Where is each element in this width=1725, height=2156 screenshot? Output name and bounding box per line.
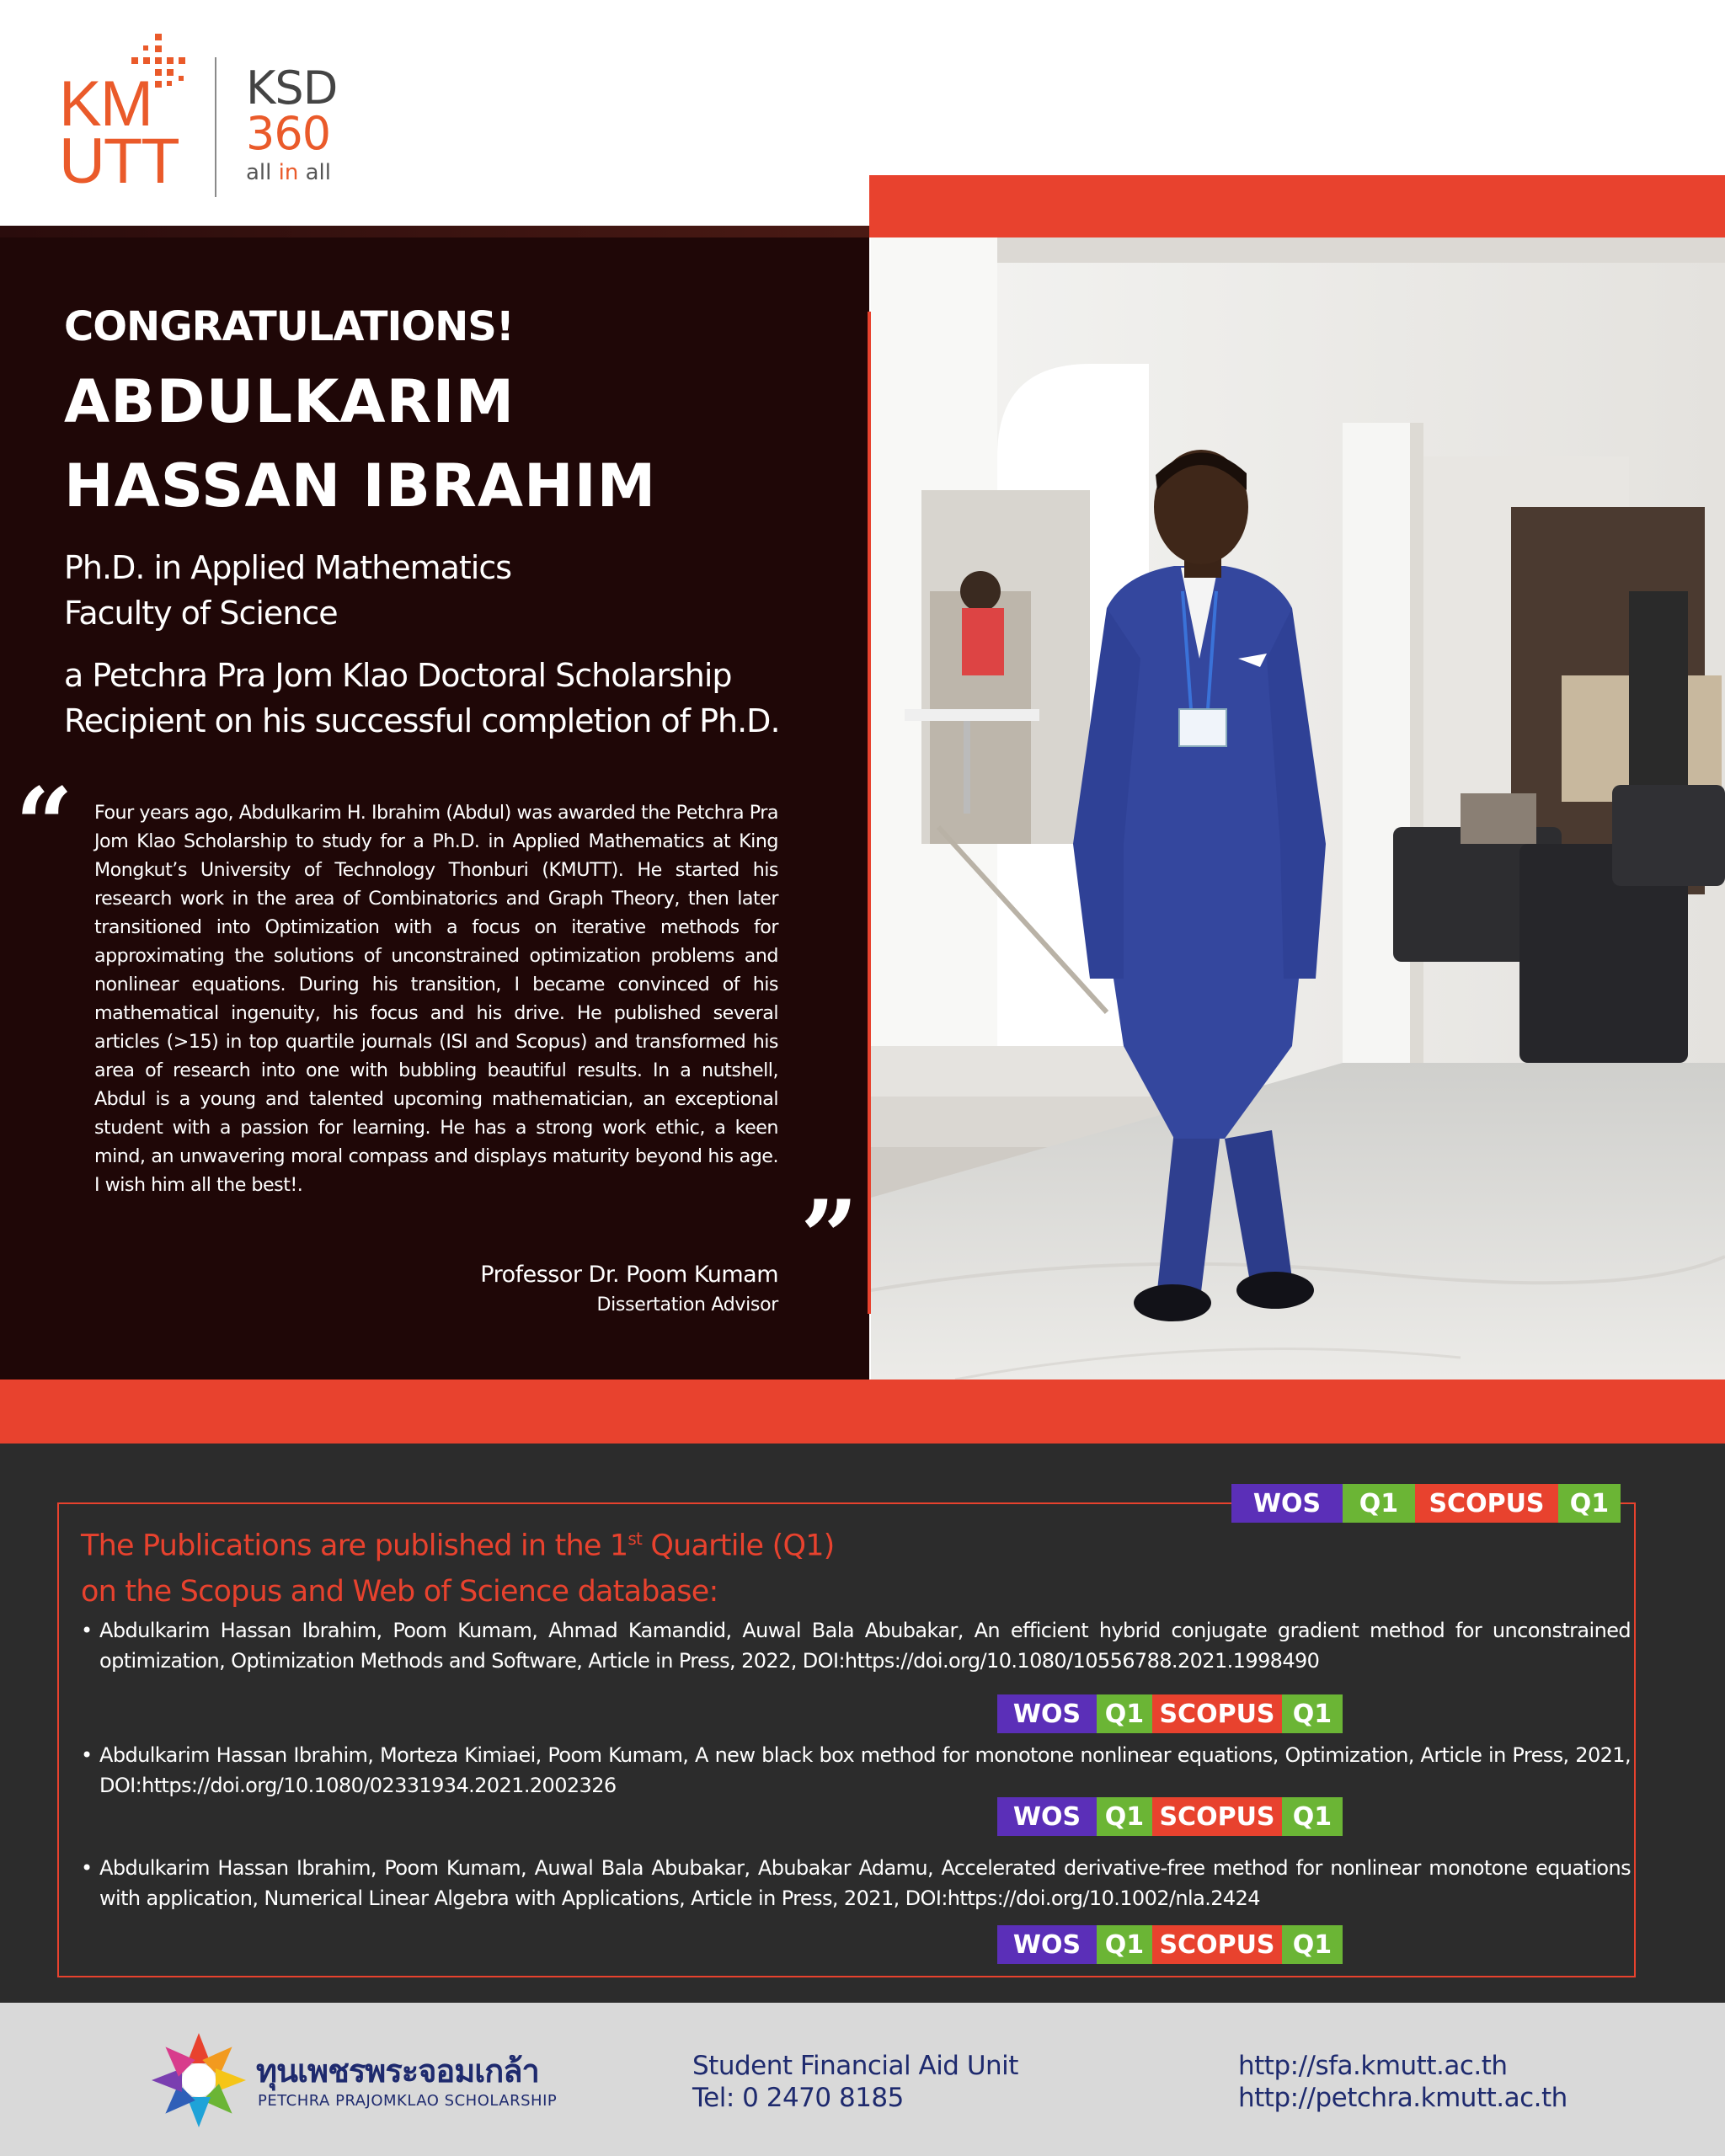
publication-citation: Abdulkarim Hassan Ibrahim, Morteza Kimiaei, Poom Kumam, A new black box method for monotone nonlinear equations, Optimization, Article in Press, 2021, DOI:https://doi.org/10.1080/02331934.2021.2002326 <box>99 1743 1631 1797</box>
kmutt-logo <box>59 34 194 197</box>
q1-badge: Q1 <box>1282 1925 1343 1964</box>
ksd-logo-tagline: all in all <box>246 160 332 185</box>
mid-red-band <box>0 1380 1725 1444</box>
wos-badge: WOS <box>997 1925 1097 1964</box>
ksd-logo-number: 360 <box>246 107 331 160</box>
wos-badge: WOS <box>997 1694 1097 1733</box>
degree-text: Ph.D. in Applied Mathematics <box>64 549 512 586</box>
scopus-badge: SCOPUS <box>1152 1925 1282 1964</box>
contact-info <box>692 2050 1018 2114</box>
ksd360-logo <box>246 61 364 200</box>
wos-badge: WOS <box>1231 1484 1343 1523</box>
index-badge <box>997 1925 1343 1964</box>
scholarship-line2: Recipient on his successful completion of Ph.D. <box>64 702 780 739</box>
index-badge <box>997 1797 1343 1836</box>
kmutt-logo-text: KM UTT <box>59 68 179 197</box>
kmutt-dots-icon <box>125 34 194 109</box>
advisor-name: Professor Dr. Poom Kumam <box>480 1262 778 1288</box>
telephone: Tel: 0 2470 8185 <box>692 2083 904 2113</box>
publication-item <box>81 1615 1631 1676</box>
q1-badge: Q1 <box>1558 1484 1621 1523</box>
congrats-title: CONGRATULATIONS! <box>64 303 514 350</box>
publications-heading: The Publications are published in the 1st Quartile (Q1) on the Scopus and Web of Science database: <box>81 1529 835 1609</box>
ksd-logo-text: KSD <box>246 61 338 115</box>
close-quote-icon: ” <box>800 1178 859 1297</box>
q1-badge: Q1 <box>1097 1694 1152 1733</box>
bullet-icon: • <box>81 1619 93 1642</box>
scopus-badge: SCOPUS <box>1152 1797 1282 1836</box>
index-badge-header <box>1231 1484 1621 1523</box>
sfa-url-link[interactable]: http://sfa.kmutt.ac.th <box>1238 2051 1508 2081</box>
bullet-icon: • <box>81 1856 93 1880</box>
petchra-url-link[interactable]: http://petchra.kmutt.ac.th <box>1238 2083 1567 2113</box>
publication-citation: Abdulkarim Hassan Ibrahim, Poom Kumam, Auwal Bala Abubakar, Abubakar Adamu, Accelerated derivative-free method for nonlinear monotone equations with application, Numerical Linear Algebra with Applications, Article in Press, 2021, DOI:https://doi.org/10.1002/nla.2424 <box>99 1856 1631 1910</box>
q1-badge: Q1 <box>1097 1925 1152 1964</box>
bullet-icon: • <box>81 1743 93 1767</box>
index-badge <box>997 1694 1343 1733</box>
website-links <box>1238 2050 1567 2114</box>
scopus-badge: SCOPUS <box>1152 1694 1282 1733</box>
advisor-role: Dissertation Advisor <box>596 1294 778 1315</box>
recipient-name-line2: HASSAN IBRAHIM <box>64 451 657 520</box>
top-red-band <box>869 175 1725 237</box>
q1-badge: Q1 <box>1282 1797 1343 1836</box>
publication-citation: Abdulkarim Hassan Ibrahim, Poom Kumam, Ahmad Kamandid, Auwal Bala Abubakar, An efficient hybrid conjugate gradient method for unconstrained optimization, Optimization Methods and Software, Article in Press, 2022, DOI:https://doi.org/10.1080/10556788.2021.1998490 <box>99 1619 1631 1673</box>
scholarship-line1: a Petchra Pra Jom Klao Doctoral Scholarship <box>64 657 732 694</box>
recipient-photo <box>871 237 1725 1380</box>
wos-badge: WOS <box>997 1797 1097 1836</box>
scopus-badge: SCOPUS <box>1415 1484 1558 1523</box>
advisor-quote: Four years ago, Abdulkarim H. Ibrahim (Abdul) was awarded the Petchra Pra Jom Klao Scholarship to study for a Ph.D. in Applied Mathematics at King Mongkut’s University of Technology Thonburi (KMUTT). He started his research work in the area of Combinatorics and Graph Theory, then later transitioned into Optimization with a focus on iterative methods for approximating the solutions of unconstrained optimization problems and nonlinear equations. During his transition, I became convinced of his mathematical ingenuity, his focus and his drive. He published several articles (>15) in top quartile journals (ISI and Scopus) and transformed his area of research into one with bubbling beautiful results. In a nutshell, Abdul is a young and talented upcoming mathematician, an exceptional student with a passion for learning. He has a strong work ethic, a keen mind, an unwavering moral compass and displays maturity beyond his age. I wish him all the best!. <box>94 802 778 1196</box>
petchra-scholarship-logo-icon <box>148 2030 249 2131</box>
logo-divider <box>215 57 216 197</box>
faculty-text: Faculty of Science <box>64 595 338 632</box>
publication-item <box>81 1740 1631 1801</box>
advisor-signature <box>480 1262 778 1315</box>
recipient-name-line1: ABDULKARIM <box>64 367 515 436</box>
publication-item <box>81 1853 1631 1913</box>
recipient-photo-illustration <box>871 237 1725 1380</box>
unit-name: Student Financial Aid Unit <box>692 2051 1018 2081</box>
q1-badge: Q1 <box>1282 1694 1343 1733</box>
open-quote-icon: “ <box>15 766 74 884</box>
q1-badge: Q1 <box>1097 1797 1152 1836</box>
q1-badge: Q1 <box>1343 1484 1415 1523</box>
dark-strip <box>0 226 869 237</box>
scholarship-name-thai: ทุนเพชรพระจอมเกล้า <box>256 2052 539 2089</box>
scholarship-name-english: PETCHRA PRAJOMKLAO SCHOLARSHIP <box>258 2092 558 2110</box>
